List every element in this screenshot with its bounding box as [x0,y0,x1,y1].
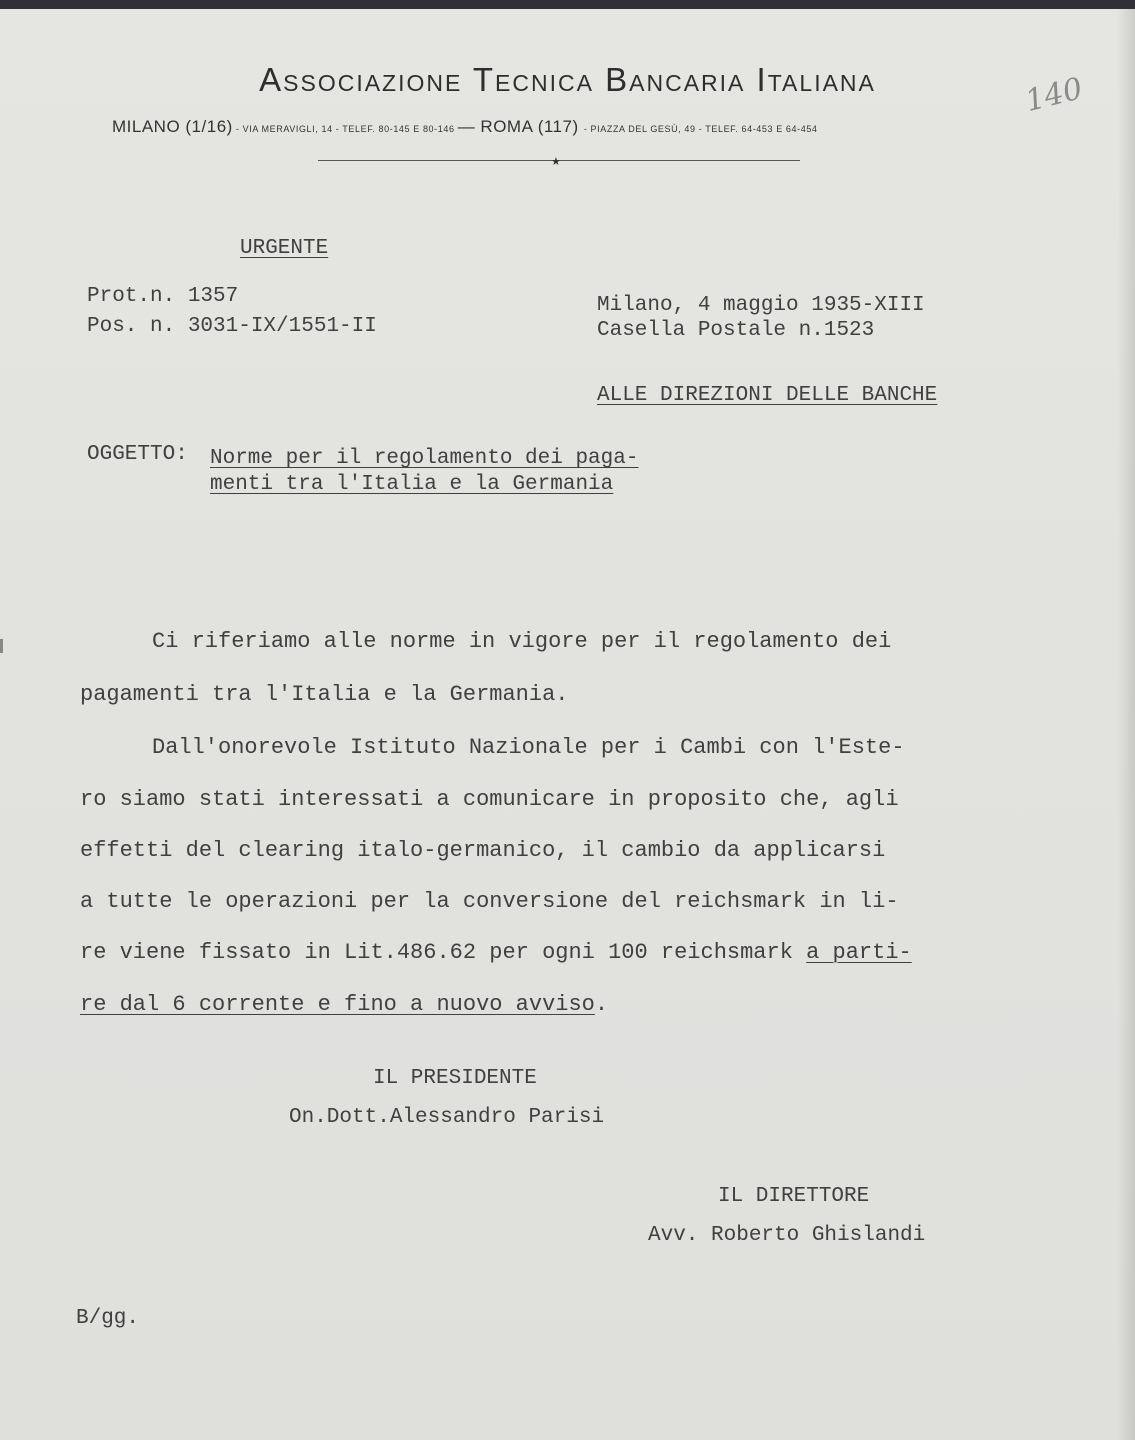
letter-page [0,9,1135,1440]
body-line-5: effetti del clearing italo-germanico, il cambio da applicarsi [80,838,886,863]
body-line-7-underlined: a parti- [806,940,912,965]
letterhead-roma-address: - PIAZZA DEL GESÙ, 49 - TELEF. 64-453 E 64-454 [583,124,818,134]
body-line-7-text: re viene fissato in Lit.486.62 per ogni 100 reichsmark [80,940,807,965]
body-line-8-end: . [594,992,609,1017]
letterhead-addresses [112,117,818,137]
star-icon: ★ [551,155,561,168]
po-box: Casella Postale n.1523 [597,319,875,342]
place-date: Milano, 4 maggio 1935-XIII [597,294,925,317]
letterhead-dash: — [457,117,476,136]
recipient: ALLE DIREZIONI DELLE BANCHE [597,384,938,407]
body-line-2: pagamenti tra l'Italia e la Germania. [80,682,569,707]
scan-top-edge [0,0,1135,9]
reference-initials: B/gg. [76,1307,140,1330]
body-line-7 [80,940,912,965]
president-name: On.Dott.Alessandro Parisi [289,1106,605,1129]
body-line-6: a tutte le operazioni per la conversione del reichsmark in li- [80,889,899,914]
director-name: Avv. Roberto Ghislandi [648,1224,926,1247]
scan-artifact [0,639,3,653]
director-title: IL DIRETTORE [718,1185,870,1208]
body-line-3: Dall'onorevole Istituto Nazionale per i Cambi con l'Este- [152,735,905,760]
body-line-1: Ci riferiamo alle norme in vigore per il regolamento dei [152,629,892,654]
body-line-8 [80,992,608,1017]
subject-line-2: menti tra l'Italia e la Germania [210,473,614,496]
letterhead-organization: Associazione Tecnica Bancaria Italiana [259,61,876,98]
handwritten-page-number: 140 [1022,71,1087,119]
protocol-number: Prot.n. 1357 [87,285,239,308]
president-title: IL PRESIDENTE [373,1067,537,1090]
body-line-8-underlined: re dal 6 corrente e fino a nuovo avviso [80,992,595,1017]
letterhead-milano: MILANO (1/16) [112,117,233,136]
letterhead-milano-address: - VIA MERAVIGLI, 14 - TELEF. 80-145 E 80-146 [232,124,458,134]
letterhead-roma: ROMA (117) [475,117,584,136]
position-number: Pos. n. 3031-IX/1551-II [87,315,377,338]
subject-line-1: Norme per il regolamento dei paga- [210,447,639,470]
body-line-4: ro siamo stati interessati a comunicare in proposito che, agli [80,787,899,812]
subject-label: OGGETTO: [87,443,188,466]
urgent-label: URGENTE [240,237,329,260]
